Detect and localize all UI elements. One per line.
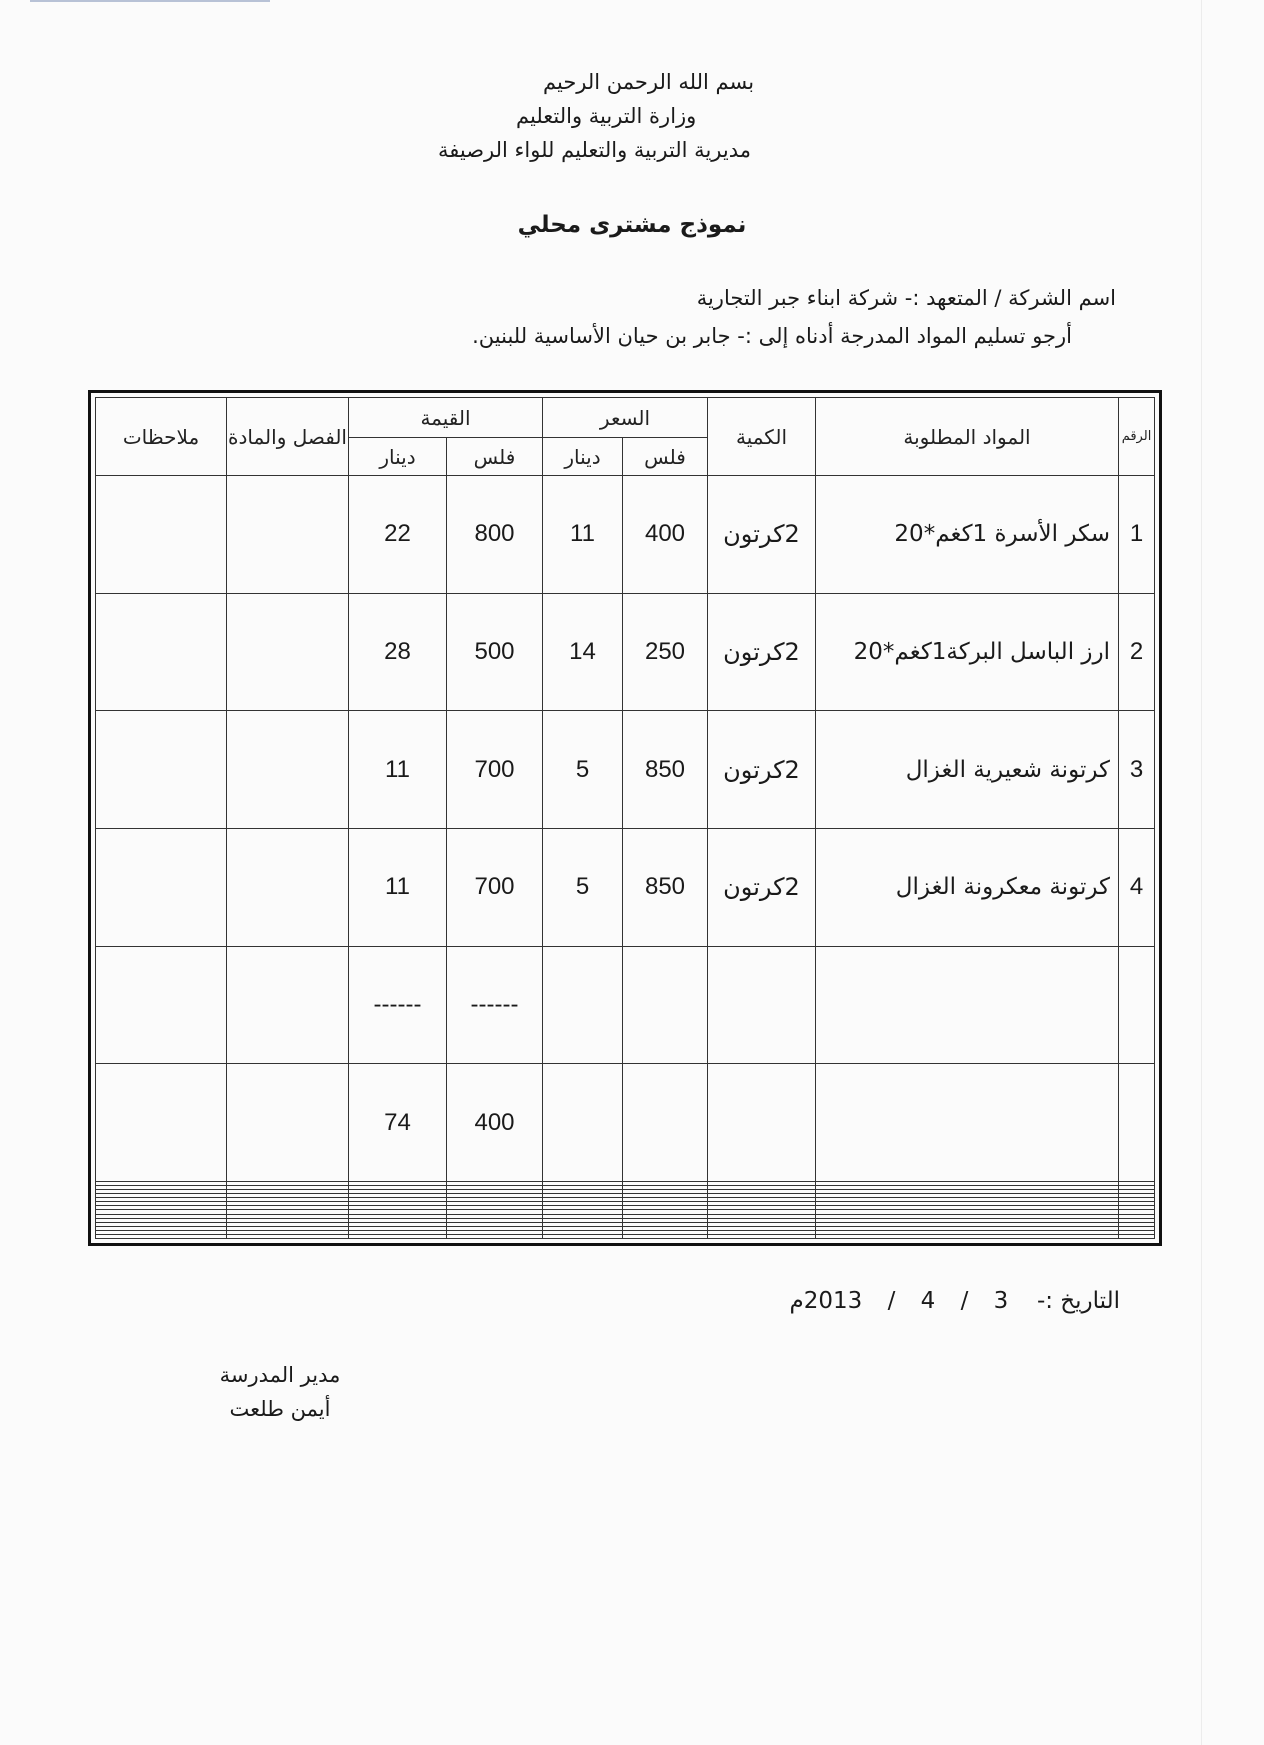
row-quantity: 2كرتون <box>708 829 816 947</box>
row-value-fils: 800 <box>447 476 543 594</box>
empty-cell <box>227 1234 349 1238</box>
page-edge <box>1201 0 1202 1745</box>
row-value-dinar: 11 <box>349 829 447 947</box>
row-value-fils: 700 <box>447 829 543 947</box>
row-item: ارز الباسل البركة1كغم*20 <box>816 593 1119 711</box>
empty-cell <box>1119 1064 1155 1182</box>
total-dinar: 74 <box>349 1064 447 1182</box>
row-value-dinar: 11 <box>349 711 447 829</box>
table-row <box>96 476 1155 594</box>
table-row <box>96 711 1155 829</box>
empty-cell <box>816 1234 1119 1238</box>
table-row <box>96 593 1155 711</box>
empty-cell <box>349 1234 447 1238</box>
row-price-dinar: 14 <box>543 593 623 711</box>
header-price-fils: فلس <box>623 438 708 476</box>
row-price-dinar: 5 <box>543 711 623 829</box>
header-price: السعر <box>543 398 708 438</box>
separator-dinar: ------ <box>349 946 447 1064</box>
empty-cell <box>816 1064 1119 1182</box>
date-label: التاريخ :- <box>1036 1288 1120 1314</box>
empty-cell <box>96 1064 227 1182</box>
row-value-dinar: 28 <box>349 593 447 711</box>
row-notes <box>96 711 227 829</box>
empty-cell <box>623 1064 708 1182</box>
row-class <box>227 711 349 829</box>
order-table-frame <box>88 390 1162 1246</box>
row-number: 4 <box>1119 829 1155 947</box>
date-day: 3 <box>993 1288 1009 1314</box>
row-class <box>227 829 349 947</box>
row-quantity: 2كرتون <box>708 476 816 594</box>
row-item: كرتونة معكرونة الغزال <box>816 829 1119 947</box>
blank-row <box>96 1234 1155 1238</box>
row-price-fils: 250 <box>623 593 708 711</box>
empty-cell <box>543 946 623 1064</box>
header-price-dinar: دينار <box>543 438 623 476</box>
row-number: 3 <box>1119 711 1155 829</box>
header-items: المواد المطلوبة <box>816 398 1119 476</box>
row-value-fils: 700 <box>447 711 543 829</box>
row-item: كرتونة شعيرية الغزال <box>816 711 1119 829</box>
row-number: 1 <box>1119 476 1155 594</box>
row-class <box>227 476 349 594</box>
row-quantity: 2كرتون <box>708 711 816 829</box>
row-quantity: 2كرتون <box>708 593 816 711</box>
row-value-fils: 500 <box>447 593 543 711</box>
row-notes <box>96 476 227 594</box>
row-value-dinar: 22 <box>349 476 447 594</box>
scan-artifact <box>30 0 270 2</box>
row-number: 2 <box>1119 593 1155 711</box>
total-row <box>96 1064 1155 1182</box>
empty-cell <box>96 946 227 1064</box>
row-price-fils: 850 <box>623 711 708 829</box>
signature-block <box>200 1358 360 1426</box>
empty-cell <box>623 1234 708 1238</box>
empty-cell <box>1119 946 1155 1064</box>
directorate-name: مديرية التربية والتعليم للواء الرصيفة <box>438 138 751 162</box>
row-price-dinar: 11 <box>543 476 623 594</box>
date-month: 4 <box>920 1288 936 1314</box>
header-class: الفصل والمادة <box>227 398 349 476</box>
order-table <box>95 397 1155 1239</box>
total-fils: 400 <box>447 1064 543 1182</box>
empty-cell <box>708 1064 816 1182</box>
signature-title: مدير المدرسة <box>219 1363 341 1387</box>
empty-cell <box>227 1064 349 1182</box>
company-line: اسم الشركة / المتعهد :- شركة ابناء جبر التجارية <box>696 286 1116 310</box>
separator-fils: ------ <box>447 946 543 1064</box>
row-price-dinar: 5 <box>543 829 623 947</box>
row-item: سكر الأسرة 1كغم*20 <box>816 476 1119 594</box>
row-notes <box>96 829 227 947</box>
header-value-dinar: دينار <box>349 438 447 476</box>
empty-cell <box>543 1064 623 1182</box>
empty-cell <box>708 1234 816 1238</box>
header-notes: ملاحظات <box>96 398 227 476</box>
row-price-fils: 400 <box>623 476 708 594</box>
empty-cell <box>623 946 708 1064</box>
empty-cell <box>708 946 816 1064</box>
empty-cell <box>543 1234 623 1238</box>
empty-cell <box>816 946 1119 1064</box>
basmala: بسم الله الرحمن الرحيم <box>543 70 755 94</box>
row-notes <box>96 593 227 711</box>
empty-cell <box>447 1234 543 1238</box>
row-price-fils: 850 <box>623 829 708 947</box>
table-row <box>96 829 1155 947</box>
header-quantity: الكمية <box>708 398 816 476</box>
signature-name: أيمن طلعت <box>229 1397 331 1421</box>
header-number: الرقم <box>1119 398 1155 476</box>
empty-cell <box>1119 1234 1155 1238</box>
empty-cell <box>227 946 349 1064</box>
separator-row <box>96 946 1155 1064</box>
date-line: التاريخ :- 3 / 4 / 2013م <box>789 1288 1120 1314</box>
empty-cell <box>96 1234 227 1238</box>
ministry-name: وزارة التربية والتعليم <box>516 104 697 128</box>
order-rows <box>96 476 1155 1239</box>
document-title: نموذج مشترى محلي <box>517 212 747 238</box>
row-class <box>227 593 349 711</box>
header-value-fils: فلس <box>447 438 543 476</box>
header-value: القيمة <box>349 398 543 438</box>
delivery-line: أرجو تسليم المواد المدرجة أدناه إلى :- جابر بن حيان الأساسية للبنين. <box>472 324 1072 348</box>
date-year: 2013م <box>789 1288 863 1314</box>
